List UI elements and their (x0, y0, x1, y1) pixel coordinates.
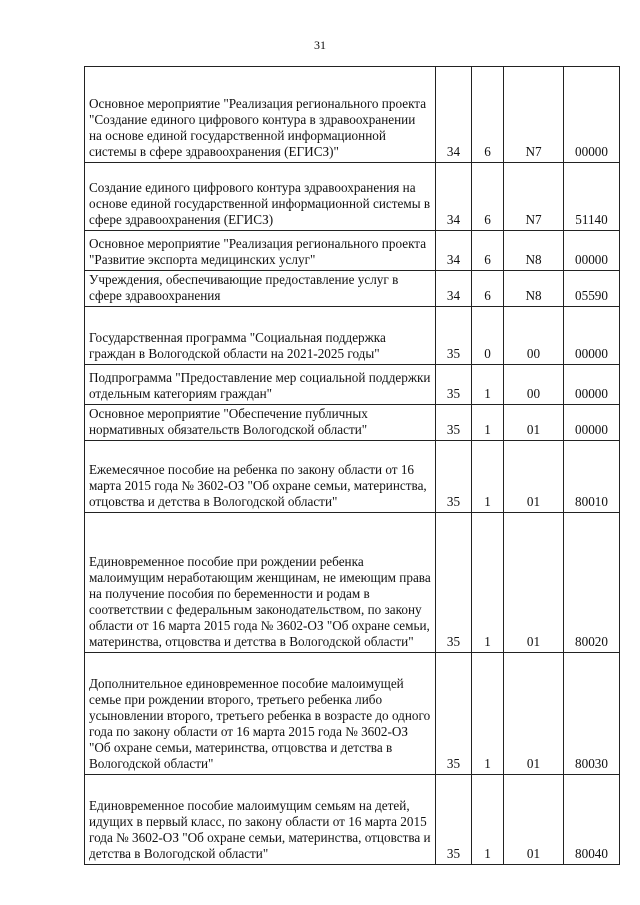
ministry-code-cell: 35 (436, 653, 472, 775)
main-event-code-cell: 00 (504, 365, 564, 405)
subprogram-code-cell: 6 (472, 271, 504, 307)
direction-code-cell: 80030 (564, 653, 620, 775)
direction-code-cell: 00000 (564, 365, 620, 405)
direction-code-cell: 00000 (564, 307, 620, 365)
ministry-code-cell: 35 (436, 307, 472, 365)
table-row (85, 775, 620, 865)
ministry-code-cell: 35 (436, 775, 472, 865)
subprogram-code-cell: 1 (472, 405, 504, 441)
direction-code-cell: 00000 (564, 67, 620, 163)
subprogram-code-cell: 6 (472, 163, 504, 231)
table-row (85, 405, 620, 441)
main-event-code-cell: N7 (504, 67, 564, 163)
row-name-cell: Единовременное пособие малоимущим семьям на детей, идущих в первый класс, по закону области от 16 марта 2015 года № 3602-ОЗ "Об охране семьи, материнства, отцовства и детства в Вологодской области" (85, 775, 436, 865)
direction-code-cell: 80040 (564, 775, 620, 865)
ministry-code-cell: 35 (436, 513, 472, 653)
row-name-cell: Основное мероприятие "Обеспечение публичных нормативных обязательств Вологодской области" (85, 405, 436, 441)
row-name-cell: Основное мероприятие "Реализация регионального проекта "Создание единого цифрового контура в здравоохранении на основе единой государственной информационной системы в сфере здравоохранения (ЕГИСЗ)" (85, 67, 436, 163)
budget-table (84, 66, 620, 865)
row-name-cell: Дополнительное единовременное пособие малоимущей семье при рождении второго, третьего ребенка либо усыновлении второго, третьего ребенка в возрасте до одного года по закону области от 16 марта 2015 года № 3602-ОЗ "Об охране семьи, материнства, отцовства и детства в Вологодской области" (85, 653, 436, 775)
ministry-code-cell: 34 (436, 67, 472, 163)
row-name-cell: Основное мероприятие "Реализация регионального проекта "Развитие экспорта медицинских услуг" (85, 231, 436, 271)
table-row (85, 513, 620, 653)
subprogram-code-cell: 1 (472, 775, 504, 865)
ministry-code-cell: 34 (436, 271, 472, 307)
subprogram-code-cell: 1 (472, 441, 504, 513)
ministry-code-cell: 35 (436, 405, 472, 441)
main-event-code-cell: N8 (504, 231, 564, 271)
direction-code-cell: 80020 (564, 513, 620, 653)
table-row (85, 163, 620, 231)
row-name-cell: Единовременное пособие при рождении ребенка малоимущим неработающим женщинам, не имеющим права на получение пособия по беременности и родам в соответствии с федеральным законодательством, по закону области от 16 марта 2015 года № 3602-ОЗ "Об охране семьи, материнства, отцовства и детства в Вологодской области" (85, 513, 436, 653)
subprogram-code-cell: 1 (472, 653, 504, 775)
main-event-code-cell: N8 (504, 271, 564, 307)
main-event-code-cell: 01 (504, 513, 564, 653)
direction-code-cell: 51140 (564, 163, 620, 231)
table-row (85, 231, 620, 271)
main-event-code-cell: 01 (504, 775, 564, 865)
table-row (85, 307, 620, 365)
page-number: 31 (314, 38, 326, 52)
main-event-code-cell: N7 (504, 163, 564, 231)
ministry-code-cell: 35 (436, 365, 472, 405)
table-row (85, 653, 620, 775)
table-row (85, 271, 620, 307)
row-name-cell: Государственная программа "Социальная поддержка граждан в Вологодской области на 2021-2025 годы" (85, 307, 436, 365)
direction-code-cell: 00000 (564, 231, 620, 271)
main-event-code-cell: 01 (504, 405, 564, 441)
table-row (85, 365, 620, 405)
ministry-code-cell: 35 (436, 441, 472, 513)
table-row (85, 67, 620, 163)
ministry-code-cell: 34 (436, 231, 472, 271)
subprogram-code-cell: 6 (472, 231, 504, 271)
row-name-cell: Создание единого цифрового контура здравоохранения на основе единой государственной информационной системы в сфере здравоохранения (ЕГИСЗ) (85, 163, 436, 231)
direction-code-cell: 05590 (564, 271, 620, 307)
table-row (85, 441, 620, 513)
direction-code-cell: 80010 (564, 441, 620, 513)
subprogram-code-cell: 1 (472, 513, 504, 653)
main-event-code-cell: 01 (504, 441, 564, 513)
row-name-cell: Учреждения, обеспечивающие предоставление услуг в сфере здравоохранения (85, 271, 436, 307)
subprogram-code-cell: 6 (472, 67, 504, 163)
main-event-code-cell: 00 (504, 307, 564, 365)
main-event-code-cell: 01 (504, 653, 564, 775)
direction-code-cell: 00000 (564, 405, 620, 441)
row-name-cell: Ежемесячное пособие на ребенка по закону области от 16 марта 2015 года № 3602-ОЗ "Об охране семьи, материнства, отцовства и детства в Вологодской области" (85, 441, 436, 513)
ministry-code-cell: 34 (436, 163, 472, 231)
subprogram-code-cell: 1 (472, 365, 504, 405)
subprogram-code-cell: 0 (472, 307, 504, 365)
budget-table-body (85, 67, 620, 865)
row-name-cell: Подпрограмма "Предоставление мер социальной поддержки отдельным категориям граждан" (85, 365, 436, 405)
